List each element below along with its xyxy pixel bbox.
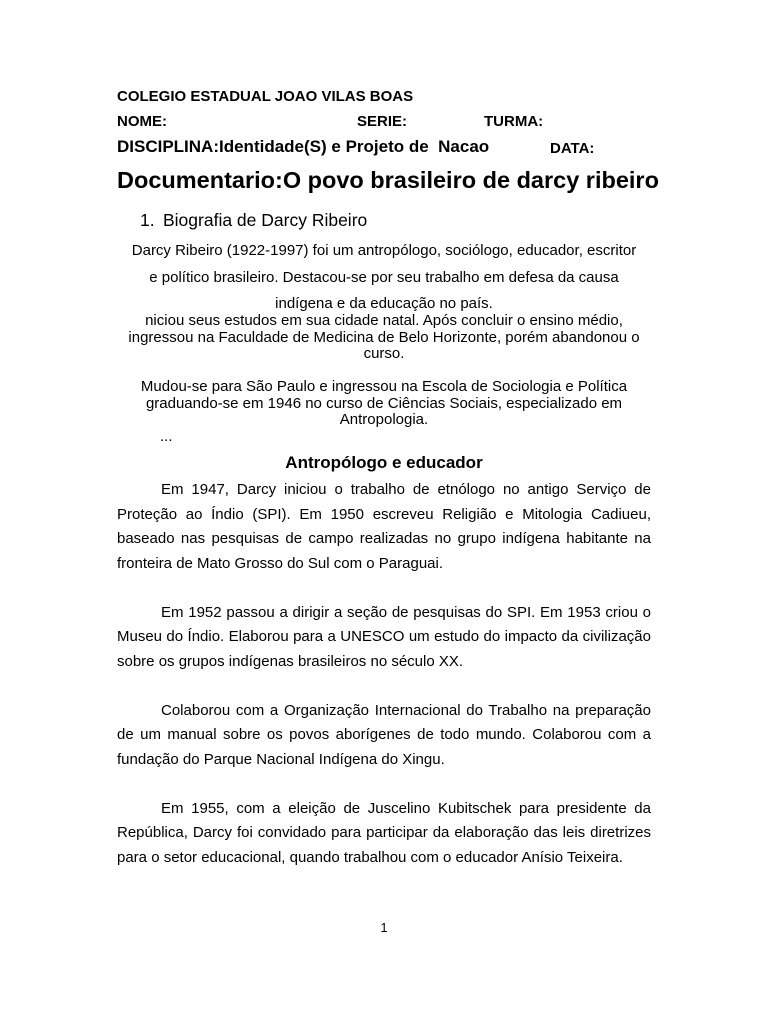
intro-line: Darcy Ribeiro (1922-1997) foi um antropólogo, sociólogo, educador, escritor xyxy=(131,242,637,259)
sao-paulo-line: graduando-se em 1946 no curso de Ciências Sociais, especializado em xyxy=(145,394,623,412)
data-label: DATA: xyxy=(550,140,595,157)
body-paragraph: Em 1955, com a eleição de Juscelino Kubitschek para presidente da República, Darcy foi convidado para participar da elaboração das leis diretrizes para o setor educacional, quando trabalhou com o educador Anísio Teixeira. xyxy=(117,799,651,866)
intro-line: indígena e da educação no país. xyxy=(275,295,493,312)
body-paragraph: Em 1947, Darcy iniciou o trabalho de etnólogo no antigo Serviço de Proteção ao Índio (SPI). Em 1950 escreveu Religião e Mitologia Cadiueu, baseado nas pesquisas de campo realizadas no grupo indígena habitante na fronteira de Mato Grosso do Sul com o Paraguai. xyxy=(117,481,651,572)
section-heading-antropologo: Antropólogo e educador xyxy=(285,453,483,472)
serie-label: SERIE: xyxy=(357,113,408,130)
intro-line: e político brasileiro. Destacou-se por seu trabalho em defesa da causa xyxy=(149,268,619,286)
page-title: Documentario:O povo brasileiro de darcy ribeiro xyxy=(117,167,659,193)
studies-paragraph xyxy=(110,313,658,363)
sao-paulo-line: Antropologia. xyxy=(339,411,429,428)
studies-line: curso. xyxy=(363,345,405,362)
section-heading-biografia: Biografia de Darcy Ribeiro xyxy=(163,210,368,230)
studies-line: ingressou na Faculdade de Medicina de Belo Horizonte, porém abandonou o xyxy=(128,328,640,346)
turma-label: TURMA: xyxy=(484,113,544,130)
sao-paulo-line: Mudou-se para São Paulo e ingressou na Escola de Sociologia e Política xyxy=(140,378,628,395)
nome-label: NOME: xyxy=(117,113,167,130)
sao-paulo-paragraph xyxy=(110,379,658,429)
body-paragraph: Em 1952 passou a dirigir a seção de pesquisas do SPI. Em 1953 criou o Museu do Índio. Elaborou para a UNESCO um estudo do impacto da civilização sobre os grupos indígenas brasileiros no século XX. xyxy=(117,603,651,670)
body-text xyxy=(117,478,651,870)
school-name: COLEGIO ESTADUAL JOAO VILAS BOAS xyxy=(117,88,414,105)
ellipsis: ... xyxy=(160,428,173,445)
body-paragraph: Colaborou com a Organização Internacional do Trabalho na preparação de um manual sobre os povos aborígenes de todo mundo. Colaborou com a fundação do Parque Nacional Indígena do Xingu. xyxy=(117,701,651,768)
section-number: 1. xyxy=(140,210,155,230)
intro-paragraph xyxy=(110,238,658,318)
disciplina-label: DISCIPLINA:Identidade(S) e Projeto de Nacao xyxy=(117,137,490,156)
studies-line: niciou seus estudos em sua cidade natal. Após concluir o ensino médio, xyxy=(145,312,623,329)
page-number: 1 xyxy=(380,920,388,935)
